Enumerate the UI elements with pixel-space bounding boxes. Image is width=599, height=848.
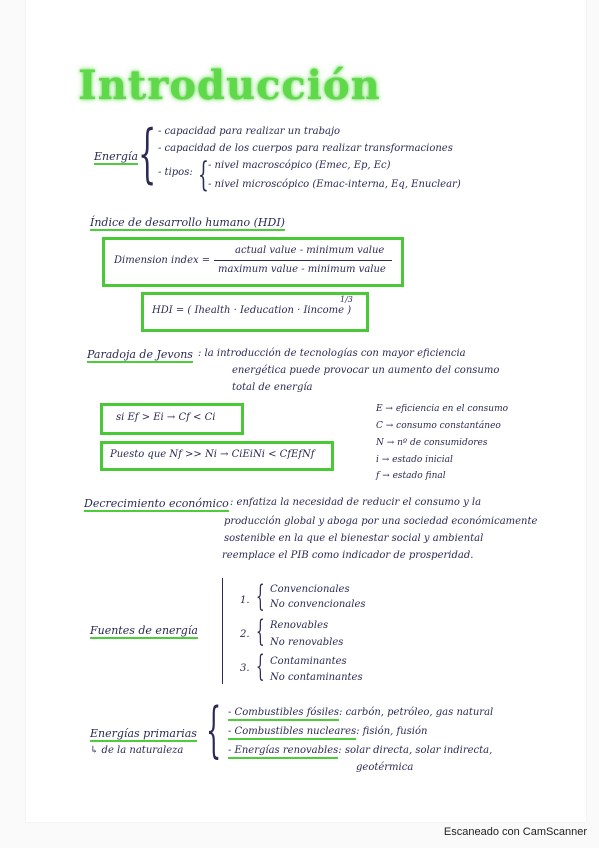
fuentes-bracket	[222, 578, 223, 684]
jevons-result: Puesto que Nf >> Ni → CiEiNi < CfEfNf	[110, 449, 315, 460]
primarias-item-3-head: - Energías renovables	[228, 745, 338, 759]
dimension-index-label: Dimension index =	[114, 255, 211, 266]
fuentes-group-1-brace: {	[256, 579, 265, 614]
jevons-line-3: total de energía	[232, 382, 313, 393]
camscanner-watermark: Escaneado con CamScanner	[443, 826, 587, 838]
fuentes-group-2-a: Renovables	[270, 620, 329, 631]
primarias-item-3-tail: : solar directa, solar indirecta,	[338, 745, 493, 756]
primarias-item-2-tail: : fisión, fusión	[356, 726, 428, 737]
fuentes-group-1-num: 1.	[240, 595, 250, 606]
primarias-item-2-head: - Combustibles nucleares	[228, 726, 356, 740]
fuentes-group-3-brace: {	[256, 649, 265, 684]
primarias-item-1-tail: : carbón, petróleo, gas natural	[339, 707, 494, 718]
page-title: Introducción	[78, 62, 381, 109]
hdi-exponent: 1/3	[340, 295, 353, 304]
energia-item-1: - capacidad para realizar un trabajo	[158, 126, 341, 137]
legend-i: i → estado inicial	[376, 455, 453, 465]
jevons-line-1: : la introducción de tecnologías con mayor eficiencia	[198, 348, 466, 359]
primarias-item-3-cont: geotérmica	[356, 762, 414, 773]
primarias-item-2	[228, 727, 427, 737]
tipo-macroscopico: - nivel macroscópico (Emec, Ep, Ec)	[208, 160, 391, 171]
fraction-bar	[214, 260, 392, 261]
dimension-denominator: maximum value - minimum value	[218, 264, 386, 275]
fuentes-group-2-brace: {	[256, 614, 265, 649]
primarias-label: Energías primarias	[90, 727, 197, 740]
primarias-sublabel: ↳ de la naturaleza	[90, 745, 184, 756]
fuentes-group-2-num: 2.	[240, 629, 250, 640]
decrecimiento-line-4: reemplace el PIB como indicador de prosperidad.	[222, 550, 474, 561]
fuentes-group-1-a: Convencionales	[270, 584, 350, 595]
energia-label: Energía	[94, 150, 138, 163]
energia-brace: {	[138, 117, 157, 191]
fuentes-group-3-num: 3.	[240, 663, 250, 674]
dimension-numerator: actual value - minimum value	[235, 245, 385, 256]
jevons-line-2: energética puede provocar un aumento del consumo	[232, 365, 500, 376]
fuentes-group-1-b: No convencionales	[270, 599, 366, 610]
fuentes-group-3-a: Contaminantes	[270, 656, 347, 667]
fuentes-group-2-b: No renovables	[270, 637, 344, 648]
hdi-formula: HDI = ( Ihealth · Ieducation · Iincome )	[152, 305, 352, 316]
hdi-heading: Índice de desarrollo humano (HDI)	[90, 216, 285, 229]
decrecimiento-line-3: sostenible en la que el bienestar social y ambiental	[224, 533, 484, 544]
tipos-brace: {	[198, 155, 209, 195]
tipo-microscopico: - nivel microscópico (Emac-interna, Eq, Enuclear)	[208, 179, 461, 190]
primarias-brace: {	[206, 695, 222, 765]
legend-e: E → eficiencia en el consumo	[376, 404, 509, 414]
primarias-item-1-head: - Combustibles fósiles	[228, 707, 339, 721]
jevons-condition: si Ef > Ei → Cf < Ci	[116, 412, 216, 423]
energia-item-3: - tipos:	[158, 167, 193, 178]
primarias-item-3	[228, 746, 492, 756]
jevons-label: Paradoja de Jevons	[87, 348, 193, 361]
decrecimiento-line-1: : enfatiza la necesidad de reducir el consumo y la	[230, 497, 482, 508]
fuentes-group-3-b: No contaminantes	[270, 672, 363, 683]
energia-item-2: - capacidad de los cuerpos para realizar transformaciones	[158, 143, 453, 154]
decrecimiento-line-2: producción global y aboga por una sociedad económicamente	[224, 516, 538, 527]
primarias-item-1	[228, 708, 493, 718]
decrecimiento-label: Decrecimiento económico	[84, 497, 229, 510]
legend-n: N → nº de consumidores	[376, 438, 488, 448]
legend-f: f → estado final	[376, 471, 446, 481]
legend-c: C → consumo constantáneo	[376, 421, 501, 431]
fuentes-label: Fuentes de energía	[90, 624, 198, 637]
